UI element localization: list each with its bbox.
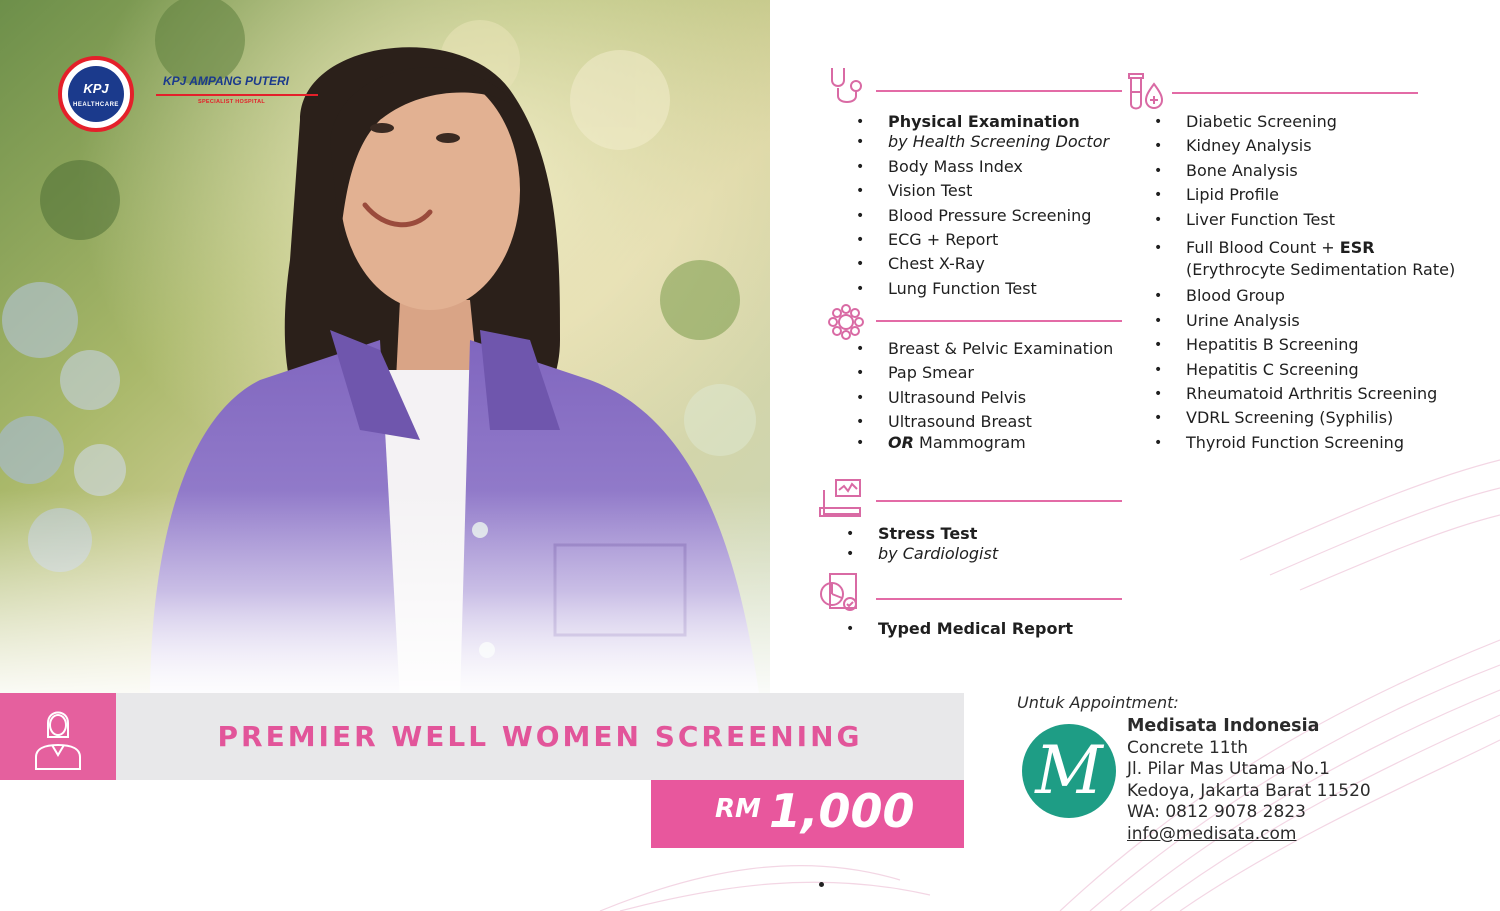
price-currency: RM (715, 794, 761, 824)
decorative-dot (819, 882, 824, 887)
list-item-text: Typed Medical Report (878, 619, 1073, 638)
contact-email-link[interactable]: info@medisata.com (1127, 823, 1297, 844)
package-title-band (0, 693, 964, 780)
title-icon-box (0, 693, 116, 780)
list-item (1154, 333, 1455, 357)
physical-exam-list (856, 110, 1109, 301)
list-item (1154, 208, 1455, 232)
section-divider (876, 500, 1122, 502)
contact-name: Medisata Indonesia (1127, 716, 1320, 736)
list-item-text: Vision Test (888, 181, 973, 201)
price-value: 1,000 (769, 784, 915, 838)
list-item (856, 179, 1109, 203)
list-item-prefix: OR (888, 432, 914, 452)
list-item-text: Breast & Pelvic Examination (888, 339, 1114, 358)
list-item-text: by Cardiologist (878, 544, 999, 564)
list-item-suffix: ESR (1339, 238, 1375, 258)
list-item (1154, 236, 1455, 280)
list-item-text: Lipid Profile (1186, 185, 1279, 205)
list-item (1154, 284, 1455, 308)
treadmill-icon (818, 478, 864, 524)
list-item (856, 361, 1113, 385)
list-item-text: Mammogram (913, 432, 1026, 452)
report-chart-icon (818, 572, 862, 618)
list-item-text: Liver Function Test (1186, 209, 1335, 229)
list-item (856, 130, 1109, 154)
contact-address-2: Jl. Pilar Mas Utama No.1 (1127, 759, 1330, 779)
kpj-logo (58, 56, 338, 136)
list-item (846, 617, 1073, 641)
stress-test-list (846, 522, 998, 567)
list-item-text: Chest X-Ray (888, 254, 985, 274)
list-item (856, 277, 1109, 301)
women-exam-list (856, 337, 1113, 455)
list-item (856, 386, 1113, 410)
hospital-tagline: SPECIALIST HOSPITAL (198, 99, 266, 105)
list-item-text: Body Mass Index (888, 156, 1023, 176)
list-item (856, 228, 1109, 252)
logo-mark-sub: HEALTHCARE (73, 102, 119, 108)
list-item-text: Hepatitis B Screening (1186, 335, 1359, 355)
hospital-name: KPJ AMPANG PUTERI (163, 74, 290, 88)
stethoscope-icon (826, 66, 872, 110)
list-item (1154, 309, 1455, 333)
list-item (1154, 358, 1455, 382)
list-item-text: Stress Test (878, 524, 978, 543)
list-item-text: Ultrasound Breast (888, 412, 1032, 432)
medisata-logo: M (1022, 724, 1116, 818)
list-item-text: Urine Analysis (1186, 310, 1300, 330)
list-item (1154, 382, 1455, 406)
list-item (1154, 110, 1455, 134)
contact-address-1: Concrete 11th (1127, 737, 1249, 758)
list-item-text: Rheumatoid Arthritis Screening (1186, 384, 1438, 404)
list-item (856, 204, 1109, 228)
list-item-text: VDRL Screening (Syphilis) (1186, 408, 1394, 428)
list-item (856, 337, 1113, 361)
lab-test-list (1154, 110, 1455, 455)
list-item (1154, 134, 1455, 158)
kpj-logo-mark (58, 56, 134, 132)
package-title: PREMIER WELL WOMEN SCREENING (217, 720, 863, 753)
list-item-text: by Health Screening Doctor (888, 132, 1110, 152)
woman-icon (0, 693, 116, 780)
list-item-text: Thyroid Function Screening (1186, 432, 1404, 452)
list-item-text: Blood Group (1186, 286, 1285, 306)
section-divider (876, 90, 1122, 92)
report-list (846, 617, 1073, 641)
price-box (651, 780, 964, 848)
list-item (856, 252, 1109, 276)
logo-divider (156, 94, 318, 96)
appointment-label: Untuk Appointment: (1017, 693, 1179, 712)
list-item-text: Physical Examination (888, 112, 1080, 131)
list-item-line2: (Erythrocyte Sedimentation Rate) (1186, 260, 1456, 280)
list-item-text: Lung Function Test (888, 278, 1037, 298)
list-item-text: Pap Smear (888, 363, 974, 383)
contact-block (1127, 716, 1371, 845)
section-divider (876, 320, 1122, 322)
list-item (1154, 183, 1455, 207)
contact-phone[interactable]: WA: 0812 9078 2823 (1127, 802, 1306, 822)
logo-mark-text: KPJ (83, 81, 109, 96)
list-item-text: Kidney Analysis (1186, 136, 1312, 156)
list-item-text: Hepatitis C Screening (1186, 359, 1359, 379)
list-item (1154, 159, 1455, 183)
list-item-text: ECG + Report (888, 230, 999, 250)
section-divider (1172, 92, 1418, 94)
list-item (1154, 431, 1455, 455)
list-item (1154, 406, 1455, 430)
list-item-text: Blood Pressure Screening (888, 205, 1092, 225)
list-item-text: Ultrasound Pelvis (888, 387, 1027, 407)
list-item (856, 431, 1113, 455)
list-item (856, 155, 1109, 179)
list-item-text: Bone Analysis (1186, 160, 1298, 180)
list-item-text: Full Blood Count + (1186, 238, 1340, 258)
section-divider (876, 598, 1122, 600)
contact-address-3: Kedoya, Jakarta Barat 11520 (1127, 780, 1371, 801)
list-item (846, 542, 998, 566)
list-item-text: Diabetic Screening (1186, 112, 1337, 131)
